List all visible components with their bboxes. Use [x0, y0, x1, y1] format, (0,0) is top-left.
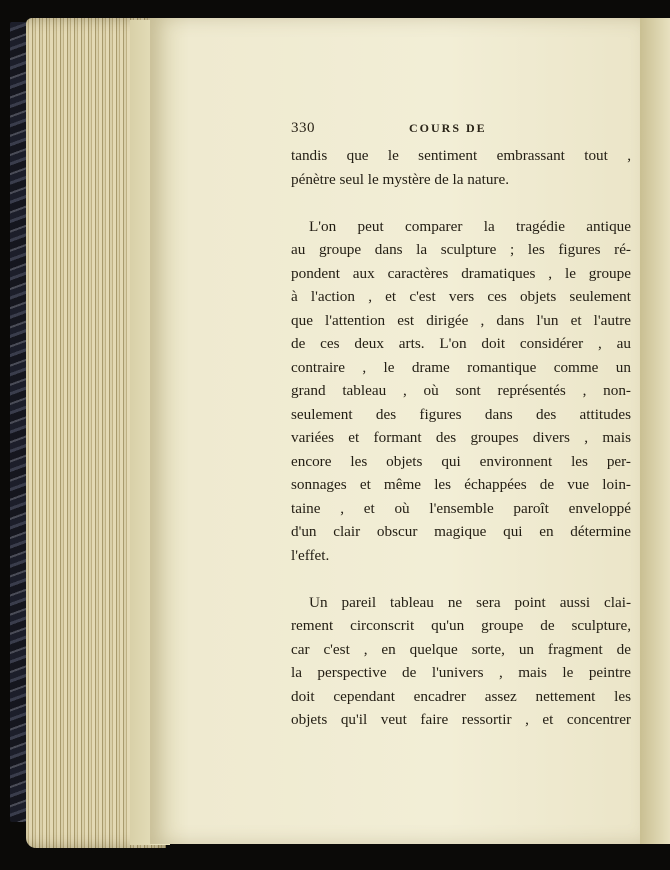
text-line: tandis que le sentiment embrassant tout ,	[291, 147, 631, 164]
page-number: 330	[291, 120, 315, 136]
text-line: contraire , le drame romantique comme un	[291, 358, 631, 376]
body-text	[291, 144, 631, 732]
paragraph	[291, 591, 631, 732]
text-line: car c'est , en quelque sorte, un fragment de	[291, 640, 631, 658]
text-line: pénètre seul le mystère de la nature.	[291, 170, 510, 188]
text-line: taine , et où l'ensemble paroît enveloppé	[291, 499, 631, 517]
text-line: grand tableau , où sont représentés , non-	[291, 382, 631, 399]
text-line: d'un clair obscur magique qui en détermine	[291, 523, 631, 540]
text-line: de ces deux arts. L'on doit considérer , au	[291, 335, 631, 352]
text-line: que l'attention est dirigée , dans l'un et l'autre	[291, 311, 631, 329]
text-line: la perspective de l'univers , mais le peintre	[291, 664, 631, 681]
text-line: Un pareil tableau ne sera point aussi clai-	[309, 593, 631, 611]
text-line: l'effet.	[291, 546, 330, 564]
text-line: au groupe dans la sculpture ; les figures ré-	[291, 241, 631, 258]
text-line: pondent aux caractères dramatiques , le groupe	[291, 264, 631, 282]
text-line: sonnages et même les échappées de vue loin-	[291, 476, 631, 493]
text-line: variées et formant des groupes divers , mais	[291, 429, 631, 446]
text-line: rement circonscrit qu'un groupe de sculpture,	[291, 617, 631, 634]
text-line: objets qu'il veut faire ressortir , et concentrer	[291, 711, 631, 728]
text-line: doit cependant encadrer assez nettement les	[291, 687, 631, 705]
text-line: encore les objets qui environnent les per-	[291, 452, 631, 470]
paragraph	[291, 144, 631, 191]
text-line: L'on peut comparer la tragédie antique	[309, 217, 631, 235]
running-title: COURS DE	[409, 121, 487, 135]
paragraph	[291, 215, 631, 568]
running-head	[291, 120, 631, 142]
facing-page-edge	[640, 18, 670, 844]
text-line: à l'action , et c'est vers ces objets seulement	[291, 288, 631, 305]
text-line: seulement des figures dans des attitudes	[291, 405, 631, 423]
